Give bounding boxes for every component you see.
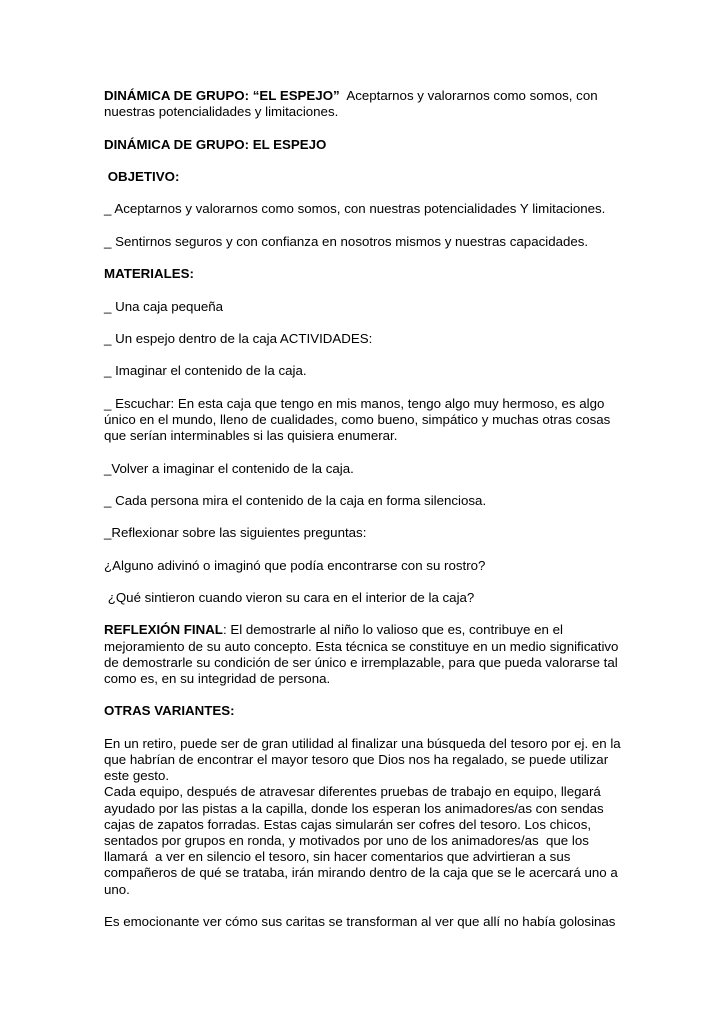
materiales-item: _ Un espejo dentro de la caja ACTIVIDADES:: [104, 330, 373, 346]
objetivo-item: _ Sentirnos seguros y con confianza en nosotros mismos y nuestras capacidades.: [104, 233, 589, 249]
objetivo-item: _ Aceptarnos y valorarnos como somos, con nuestras potencialidades Y limitaciones.: [104, 201, 606, 217]
materiales-item: _Reflexionar sobre las siguientes preguntas:: [104, 525, 367, 541]
closing-paragraph: Es emocionante ver cómo sus caritas se transforman al ver que allí no había golosinas: [104, 914, 616, 930]
variantes-text-1: En un retiro, puede ser de gran utilidad al finalizar una búsqueda del tesoro por ej. en la que habrían de encontrar el mayor tesoro que Dios nos ha regalado, se puede utilizar este gesto.: [104, 735, 621, 784]
question-item: ¿Qué sintieron cuando vieron su cara en el interior de la caja?: [104, 590, 475, 606]
section-title: DINÁMICA DE GRUPO: EL ESPEJO: [104, 136, 327, 152]
materiales-label: MATERIALES:: [104, 266, 194, 282]
variantes-paragraph: [104, 736, 628, 898]
variantes-label: OTRAS VARIANTES:: [104, 703, 235, 719]
objetivo-label: OBJETIVO:: [104, 168, 180, 184]
materiales-item: _Volver a imaginar el contenido de la caja.: [104, 460, 354, 476]
reflexion-text: : El demostrarle al niño lo valioso que es, contribuye en el mejoramiento de su auto concepto. Esta técnica se constituye en un medio significativo de demostrarle su condición de ser único e irremplazable, para que pueda valorarse tal como es, en su integridad de persona.: [104, 622, 619, 687]
materiales-item: _ Una caja pequeña: [104, 298, 224, 314]
reflexion-label: REFLEXIÓN FINAL: [104, 622, 223, 638]
heading-subtitle: Aceptarnos y valorarnos como somos, con nuestras potencialidades y limitaciones.: [104, 88, 602, 120]
heading-title: DINÁMICA DE GRUPO: “EL ESPEJO”: [104, 88, 340, 103]
question-item: ¿Alguno adivinó o imaginó que podía encontrarse con su rostro?: [104, 557, 486, 573]
document-heading: [104, 88, 628, 120]
materiales-item: _ Cada persona mira el contenido de la caja en forma silenciosa.: [104, 492, 487, 508]
variantes-text-2: Cada equipo, después de atravesar diferentes pruebas de trabajo en equipo, llegará ayudado por las pistas a la capilla, donde los esperan los animadores/as con sendas cajas de zapatos forradas. Estas cajas simularán ser cofres del tesoro. Los chicos, sentados por grupos en ronda, y motivados por uno de los animadores/as que los llamará a ver en silencio el tesoro, sin hacer comentarios que advirtieran a sus compañeros de qué se trataba, irán mirando dentro de la caja que se le acercará uno a uno.: [104, 784, 622, 897]
materiales-item: _ Imaginar el contenido de la caja.: [104, 363, 307, 379]
reflexion-paragraph: [104, 622, 628, 687]
materiales-item: _ Escuchar: En esta caja que tengo en mis manos, tengo algo muy hermoso, es algo único en el mundo, lleno de cualidades, como bueno, simpático y muchas otras cosas que serían interminables si las quisiera enumerar.: [104, 395, 611, 444]
document-page: [104, 88, 628, 946]
